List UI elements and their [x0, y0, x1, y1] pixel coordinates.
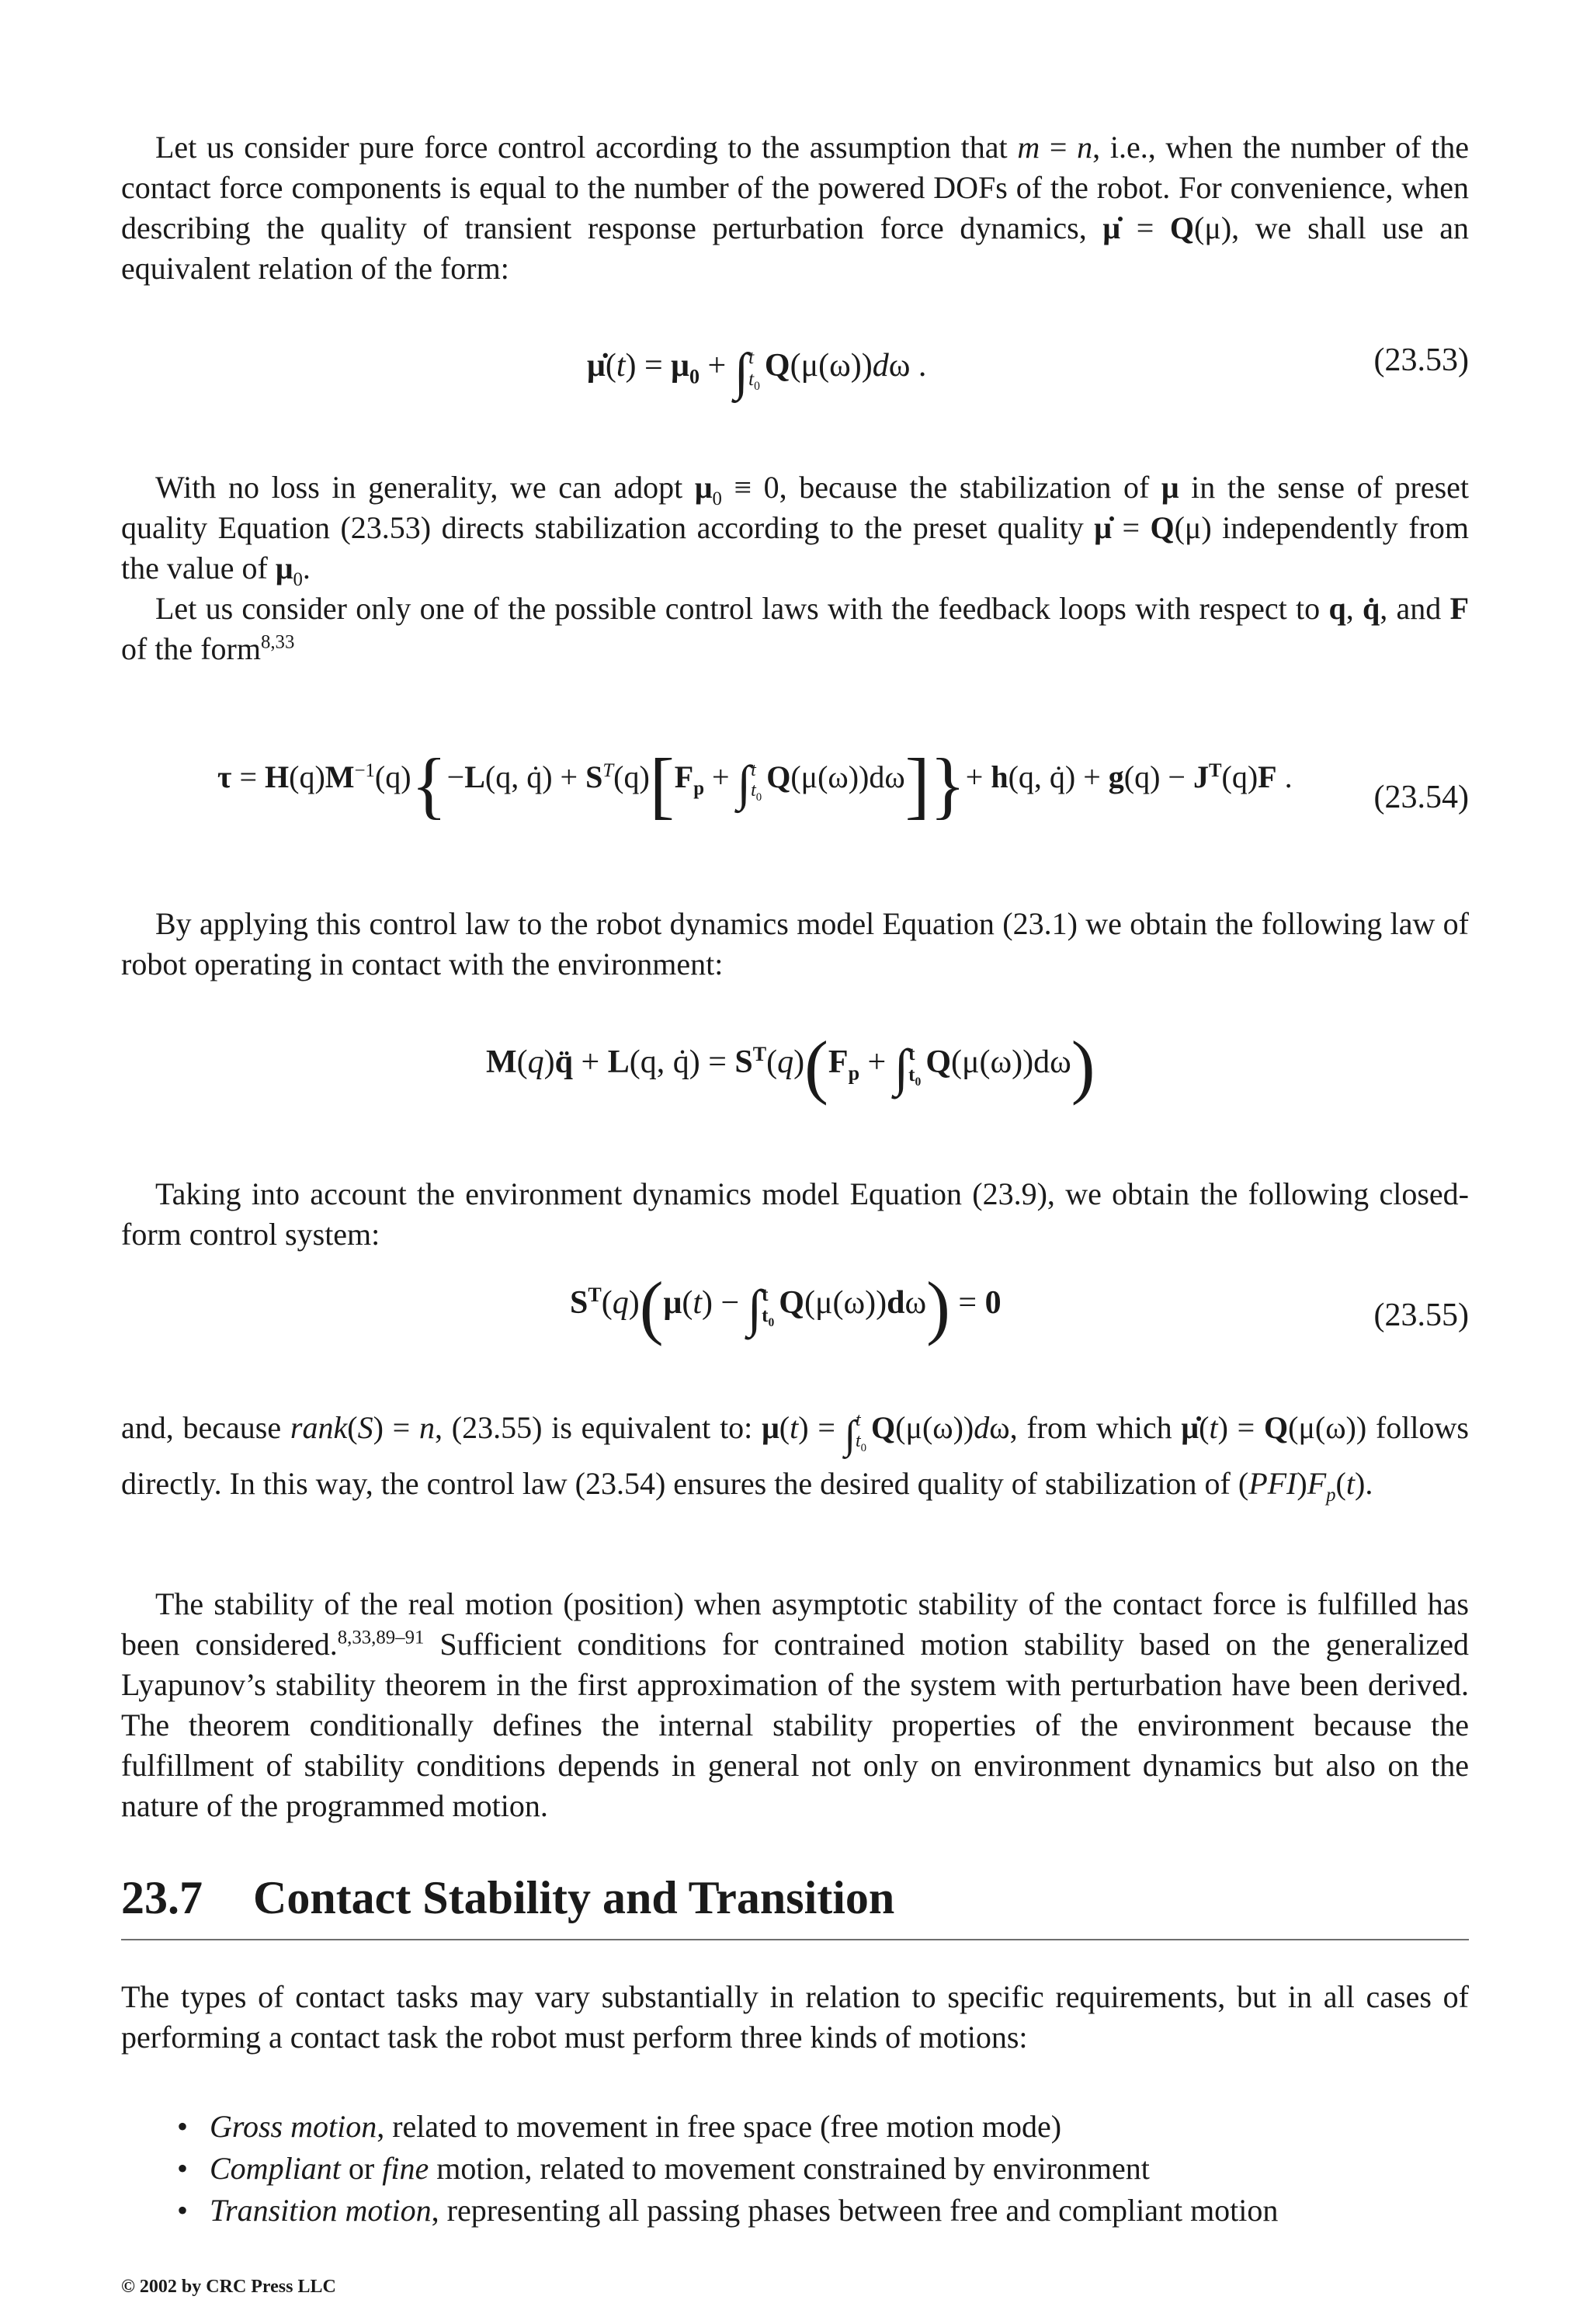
copyright-footer: © 2002 by CRC Press LLC [121, 2277, 336, 2297]
paragraph-pure-force-control: Let us consider pure force control according to the assumption that m = n, i.e., when the number of the contact force components is equal to the number of the powered DOFs of the robot. For convenience, when describing the quality of transient response perturbation force dynamics, μ̇ = Q(μ), we shall use an equivalent relation of the form: [121, 130, 1470, 286]
equation-23-54: $\tau = H(q)M^{-1}(q)\{-L(q$, q̇) + $S^T(q)[F_p + \int t$ $t_0Q(\mu(\omega))d\omega]\}+ h(q$, q̇) + $g(q) - J^T(q)F$ . (23.54) [217, 743, 1469, 826]
paragraph-real-motion-stability: The stability of the real motion (position) when asymptotic stability of the contact force is fulfilled has been considered.$^{8,33,89-91}$ Sufficient conditions for contrained motion stability based on the generalized Lyapunov’s stability theorem in the first approximation of the system with perturbation have been derived. The theorem conditionally defines the internal stability properties of the environment because the fulfillment of stability conditions depends in general not only on environment dynamics but also on the nature of the programmed motion. [121, 1586, 1469, 1823]
paragraph-control-laws: Let us consider only one of the possible control laws with the feedback loops with respect to q, q̇, and F of the form$^{8,33}$ [121, 591, 1470, 666]
paragraph-environment-dynamics: Taking into account the environment dynamics model Equation (23.9), we obtain the following closed-form control system: [121, 1176, 1469, 1252]
paragraph-applying-control-law: By applying this control law to the robot dynamics model Equation (23.1) we obtain the following law of robot operating in contact with the environment: [121, 906, 1469, 981]
paragraph-contact-tasks: The types of contact tasks may vary substantially in relation to specific requirements, but in all cases of performing a contact task the robot must perform three kinds of motions: [121, 1979, 1469, 2055]
equation-robot-contact-law: M(q)q̈ + L(q, q̇) = $S^T(q)(F_p + \int t$ $t_0Q(\mu(\omega))d\omega$) [486, 1027, 1095, 1106]
section-heading [121, 1871, 894, 1925]
equation-23-55: $S^T(q)(\mu(t) - \int t$ $t_0Q(\mu(\omega))d\omega) = 0$ (23.55) [570, 1267, 1469, 1346]
list-item: • Compliant or fine motion, related to movement constrained by environment [177, 2151, 1150, 2186]
list-item: • Gross motion, related to movement in free space (free motion mode) [177, 2109, 1062, 2144]
list-item: • Transition motion, representing all passing phases between free and compliant motion [177, 2193, 1279, 2228]
equation-number: (23.54) [1373, 780, 1469, 815]
motion-types-list [177, 2106, 1278, 2232]
section-title: Contact Stability and Transition [253, 1872, 895, 1923]
equation-number: (23.55) [1373, 1297, 1469, 1333]
paragraph-no-loss-generality: With no loss in generality, we can adopt $\mu_0 \equiv 0$, because the stabilization of μ in the sense of preset quality Equation (23.53) directs stabilization according to the preset quality μ̇ = Q(μ) independently from the value of $\mu_0$. [121, 470, 1470, 590]
equation-23-53: μ̇(t) = $\mu_0 + \int t$ $t_0Q(\mu(\omega))d\omega$ . (23.53) [587, 342, 1469, 401]
paragraph-rank-equivalence: and, because rank(S) = n, (23.55) is equivalent to: μ(t) = ∫t $t_0Q(\mu(\omega))d\omega$, from which μ̇(t) = Q(μ(ω)) follows directly. In this way, the control law (23.54) ensures the desired quality of stabilization of $(PFI)F_p(t)$. [121, 1410, 1469, 1506]
section-number: 23.7 [121, 1872, 203, 1923]
equation-number: (23.53) [1373, 342, 1469, 378]
section-rule [121, 1939, 1469, 1940]
